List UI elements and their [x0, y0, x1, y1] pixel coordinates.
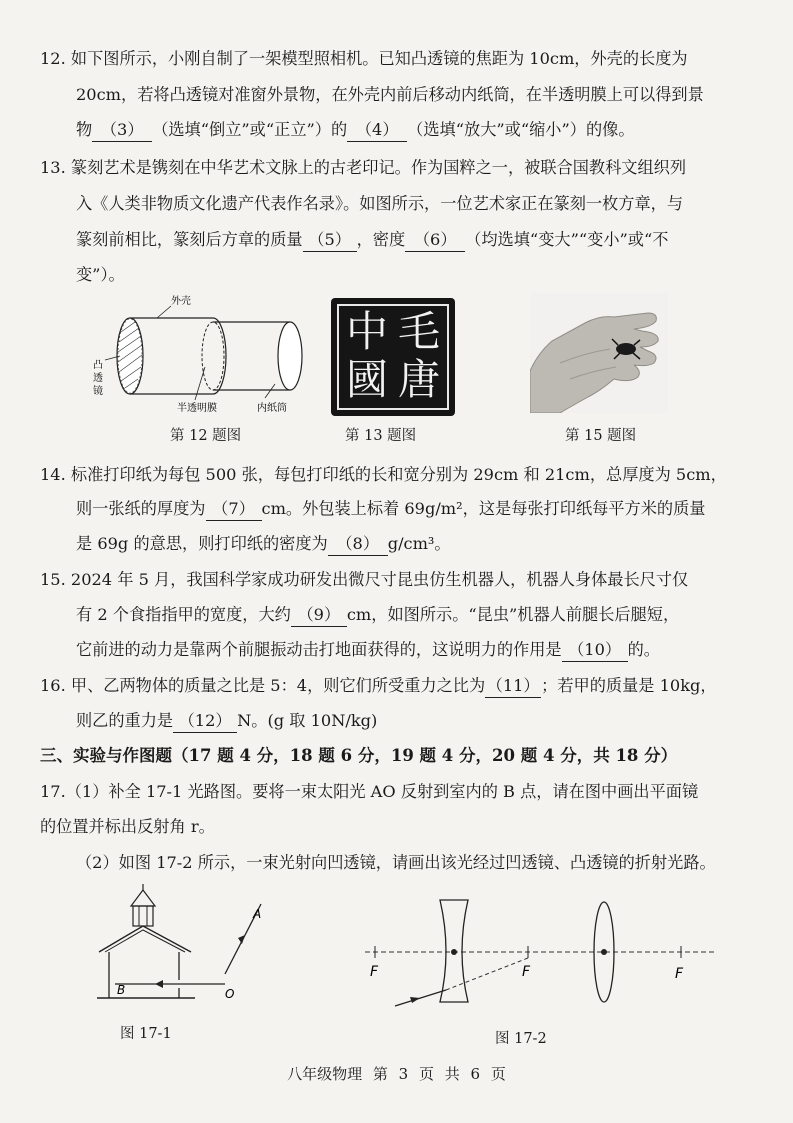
blank-3: （3） [92, 119, 152, 142]
q17-line1: 17.（1）补全 17-1 光路图。要将一束太阳光 AO 反射到室内的 B 点，请在图中画出平面镜 [40, 782, 699, 801]
q14-line2: 则一张纸的厚度为 （7） cm。外包装上标着 69g/m²，这是每张打印纸每平方米的质量 [40, 492, 755, 525]
caption-fig12: 第 12 题图 [170, 428, 242, 444]
blank-10: （10） [562, 639, 628, 662]
q16-line2: 则乙的重力是 （12） N。(g 取 10N/kg) [40, 704, 755, 737]
label-tube: 内纸筒 [257, 403, 287, 414]
q13-line2: 入《人类非物质文化遗产代表作名录》。如图所示，一位艺术家正在篆刻一枚方章，与 [76, 194, 684, 213]
label-F2: F [522, 964, 531, 980]
q12-line2: 20cm，若将凸透镜对准窗外景物，在外壳内前后移动内纸筒，在半透明膜上可以得到景 [76, 85, 704, 104]
caption-fig15: 第 15 题图 [565, 428, 637, 444]
figure-12-camera-diagram [85, 292, 320, 422]
q17-line2: 的位置并标出反射角 r。 [40, 817, 215, 836]
label-F1: F [370, 964, 379, 980]
q15-line1: 15. 2024 年 5 月，我国科学家成功研发出微尺寸昆虫仿生机器人，机器人身体最长尺寸仅 [40, 570, 689, 589]
q15-line3: 它前进的动力是靠两个前腿振动击打地面获得的，这说明力的作用是 （10） 的。 [40, 633, 755, 666]
seal-char-3: 國 [345, 355, 388, 404]
q17-line3: （2）如图 17-2 所示，一束光射向凹透镜，请画出该光经过凹透镜、凸透镜的折射光路。 [76, 853, 716, 872]
section-3-title: 三、实验与作图题（17 题 4 分，18 题 6 分，19 题 4 分，20 题 4 分，共 18 分） [40, 746, 678, 765]
blank-4: （4） [347, 119, 407, 142]
label-F3: F [675, 966, 684, 982]
label-lens-3: 镜 [93, 386, 103, 397]
label-lens-1: 凸 [93, 360, 103, 371]
q13-line4: 变”）。 [76, 265, 125, 284]
figure-13-seal [331, 298, 455, 416]
seal-char-2: 中 [345, 307, 388, 356]
figure-17-2-diagram [360, 896, 725, 1016]
blank-11: （11） [485, 675, 541, 698]
q13-line1: 13. 篆刻艺术是镌刻在中华艺术文脉上的古老印记。作为国粹之一，被联合国教科文组织列 [40, 158, 687, 177]
q14-line3: 是 69g 的意思，则打印纸的密度为 （8） g/cm³。 [40, 527, 755, 560]
caption-fig13: 第 13 题图 [345, 428, 417, 444]
page-footer: 八年级物理 第 3 页 共 6 页 [287, 1065, 506, 1083]
label-B: B [117, 983, 126, 997]
seal-char-1: 毛 [397, 307, 440, 356]
q15-line2: 有 2 个食指指甲的宽度，大约 （9） cm，如图所示。“昆虫”机器人前腿长后腿短， [40, 598, 755, 631]
seal-char-4: 唐 [397, 355, 440, 404]
label-shell: 外壳 [171, 296, 191, 307]
blank-12: （12） [173, 710, 237, 733]
label-O: O [225, 987, 235, 1001]
blank-6: （6） [405, 229, 465, 252]
caption-fig17-1: 图 17-1 [120, 1026, 172, 1042]
blank-5: （5） [303, 229, 357, 252]
q12-line1: 12. 如下图所示，小刚自制了一架模型照相机。已知凸透镜的焦距为 10cm，外壳的长度为 [40, 49, 688, 68]
label-film: 半透明膜 [177, 403, 217, 414]
label-lens-2: 透 [93, 373, 103, 384]
label-A: A [253, 907, 262, 921]
blank-7: （7） [206, 498, 262, 521]
blank-8: （8） [328, 533, 388, 556]
blank-9: （9） [291, 604, 347, 627]
q13-line3: 篆刻前相比，篆刻后方章的质量 （5） ，密度 （6） （均选填“变大”“变小”或“不 [40, 223, 755, 256]
caption-fig17-2: 图 17-2 [495, 1031, 547, 1047]
q16-line1: 16. 甲、乙两物体的质量之比是 5：4，则它们所受重力之比为（11）；若甲的质量是 10kg， [40, 669, 755, 702]
q14-line1: 14. 标准打印纸为每包 500 张，每包打印纸的长和宽分别为 29cm 和 21cm，总厚度为 5cm， [40, 465, 727, 484]
figure-15-hand-photo [530, 293, 668, 413]
q12-line3: 物 （3） （选填“倒立”或“正立”）的 （4） （选填“放大”或“缩小”）的像。 [40, 113, 755, 146]
figure-17-1-diagram [95, 880, 270, 1010]
